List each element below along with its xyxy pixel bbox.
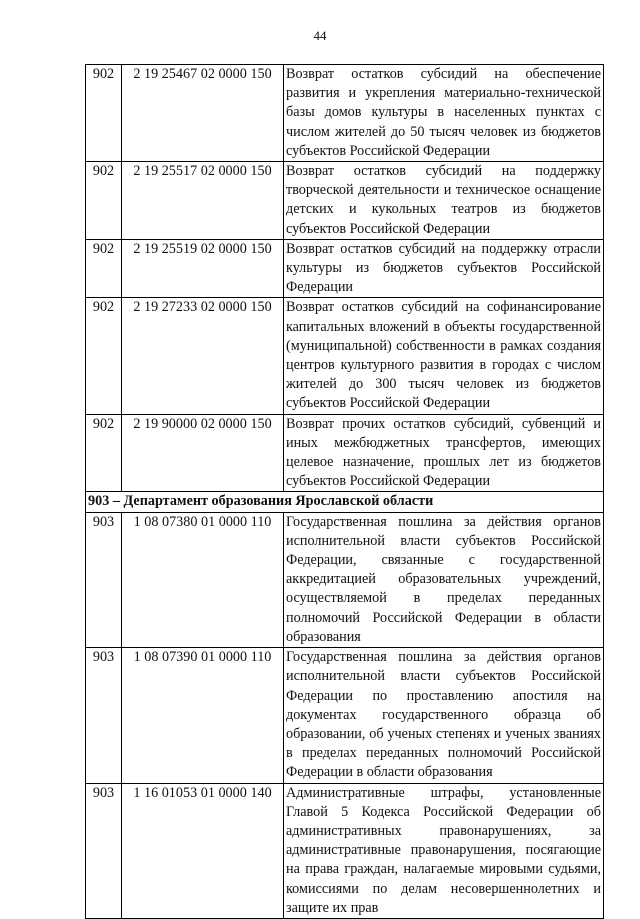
description-text: Государственная пошлина за действия органов исполнительной власти субъектов Российской Федерации по проставлению апостиля на документах государственного образца об образовании, об ученых степенях и ученых званиях в пределах переданных полномочий Российской Федерации в области образования [286, 649, 601, 781]
description-cell [284, 298, 604, 414]
table-row [86, 65, 604, 162]
admin-code-cell: 903 [86, 648, 122, 783]
table-row [86, 783, 604, 918]
section-header-row [86, 492, 604, 512]
table-row [86, 512, 604, 647]
description-text: Возврат остатков субсидий на софинансирование капитальных вложений в объекты государственной (муниципальной) собственности в рамках создания центров культурного развития в городах с числом жителей до 300 тысяч человек из бюджетов субъектов Российской Федерации [286, 299, 601, 412]
description-text: Возврат остатков субсидий на поддержку отрасли культуры из бюджетов субъектов Российской Федерации [286, 240, 601, 296]
budget-code-cell: 2 19 25517 02 0000 150 [122, 162, 284, 240]
description-cell [284, 239, 604, 298]
description-text: Государственная пошлина за действия органов исполнительной власти субъектов Российской Федерации, связанные с государственной аккредитацией образовательных учреждений, осуществляемой в пределах переданных полномочий Российской Федерации в области образования [286, 513, 601, 645]
description-text: Возврат прочих остатков субсидий, субвенций и иных межбюджетных трансфертов, имеющих целевое назначение, прошлых лет из бюджетов субъектов Российской Федерации [286, 415, 601, 490]
description-cell [284, 162, 604, 240]
description-cell [284, 783, 604, 918]
admin-code-cell: 902 [86, 162, 122, 240]
table-row [86, 162, 604, 240]
budget-code-cell: 2 19 27233 02 0000 150 [122, 298, 284, 414]
description-text: Возврат остатков субсидий на поддержку творческой деятельности и техническое оснащение детских и кукольных театров из бюджетов субъектов Российской Федерации [286, 163, 601, 237]
description-cell [284, 648, 604, 783]
description-cell [284, 65, 604, 162]
description-cell [284, 414, 604, 492]
table-row [86, 239, 604, 298]
budget-code-cell: 2 19 90000 02 0000 150 [122, 414, 284, 492]
budget-code-cell: 1 16 01053 01 0000 140 [122, 783, 284, 918]
description-text: Возврат остатков субсидий на обеспечение развития и укрепления материально-технической базы домов культуры в населенных пунктах с числом жителей до 50 тысяч человек из бюджетов субъектов Российской Федерации [286, 66, 601, 159]
admin-code-cell: 902 [86, 298, 122, 414]
admin-code-cell: 903 [86, 512, 122, 647]
description-cell [284, 512, 604, 647]
section-title: 903 – Департамент образования Ярославской области [86, 492, 604, 512]
budget-code-cell: 2 19 25519 02 0000 150 [122, 239, 284, 298]
admin-code-cell: 902 [86, 414, 122, 492]
budget-code-cell: 1 08 07390 01 0000 110 [122, 648, 284, 783]
page-number: 44 [313, 28, 327, 43]
budget-code-cell: 2 19 25467 02 0000 150 [122, 65, 284, 162]
table-row [86, 648, 604, 783]
admin-code-cell: 903 [86, 783, 122, 918]
description-text: Административные штрафы, установленные Главой 5 Кодекса Российской Федерации об административных правонарушениях, за административные правонарушения, посягающие на права граждан, налагаемые мировыми судьями, комиссиями по делам несовершеннолетних и защите их прав [286, 784, 601, 916]
table-row [86, 414, 604, 492]
budget-code-cell: 1 08 07380 01 0000 110 [122, 512, 284, 647]
revenue-codes-table [85, 64, 604, 919]
table-row [86, 298, 604, 414]
admin-code-cell: 902 [86, 239, 122, 298]
admin-code-cell: 902 [86, 65, 122, 162]
